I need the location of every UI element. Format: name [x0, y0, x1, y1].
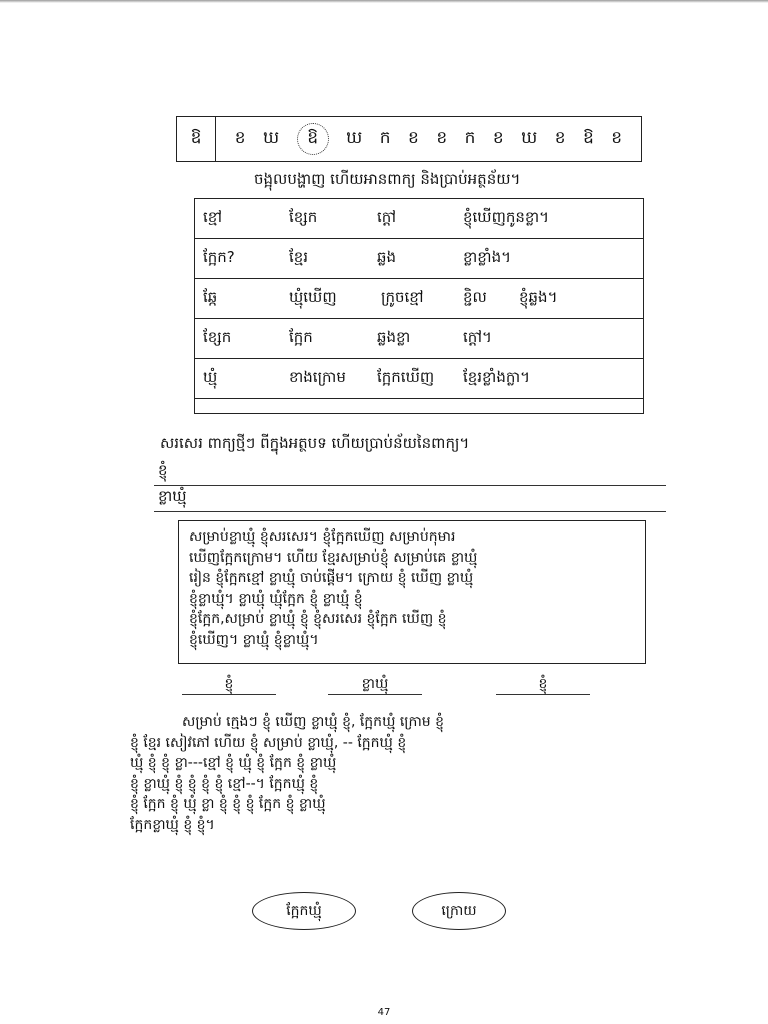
paragraph-line: ខ្ញុំ ខ្លាឃ្មុំ ខ្ញុំ ខ្ញុំ ខ្ញុំ ខ្ញុំ ខ្មៅ--។ ក្អែកឃ្មុំ ខ្ញុំ: [130, 775, 319, 792]
scan-edge: [0, 0, 768, 3]
letter-circled[interactable]: ឱ: [297, 123, 329, 155]
word-cell[interactable]: ខ្មែរ: [289, 247, 309, 266]
letter-item[interactable]: ឃ: [521, 127, 538, 148]
word-cell[interactable]: ខាងក្រោម: [289, 367, 346, 386]
table-empty-row: [195, 399, 643, 411]
word-cell[interactable]: ក្តៅ។: [463, 327, 492, 346]
blank-3[interactable]: ខ្ញុំ: [496, 674, 590, 695]
word-cell[interactable]: ខ្សែក: [289, 207, 318, 226]
next-button[interactable]: ក្រោយ: [412, 892, 506, 930]
letter-first: ឱ: [177, 117, 216, 161]
word-cell[interactable]: ខ្ជិល: [463, 287, 487, 306]
letter-item[interactable]: ខ: [408, 127, 419, 148]
word-cell[interactable]: ខ្ញុំឃើញកូនខ្លា។: [463, 207, 550, 226]
answer-line-1[interactable]: [154, 462, 666, 486]
letter-item[interactable]: ឃ: [263, 127, 280, 148]
letter-item[interactable]: ខ: [611, 127, 623, 148]
story-line: ឃើញក្អែកក្រោម។ ហើយ ខ្មែរសម្រាប់ខ្ញុំ សម្រាប់គេ ខ្លាឃ្មុំ: [189, 549, 478, 566]
word-cell[interactable]: ឃ្មុំឃើញ: [289, 287, 337, 306]
letter-item[interactable]: ខ: [436, 127, 448, 148]
story-line: ខ្ញុំក្អែក,សម្រាប់ ខ្លាឃ្មុំ ខ្ញុំ ខ្ញុំសរសេរ ខ្ញុំក្អែក ឃើញ ខ្ញុំ: [189, 611, 447, 627]
story-line: ខ្ញុំខ្លាឃ្មុំ។ ខ្លាឃ្មុំ ឃ្មុំក្អែក ខ្ញុំ ខ្លាឃ្មុំ ខ្ញុំ: [189, 590, 363, 607]
paragraph-line: ខ្ញុំ ខ្មែរ សៀវភៅ ហើយ ខ្ញុំ សម្រាប់ ខ្លាឃ្មុំ, -- ក្អែកឃ្មុំ ខ្ញុំ: [130, 734, 407, 751]
letter-item[interactable]: ខ: [492, 127, 504, 148]
word-cell[interactable]: ឆ្លងខ្លា: [377, 327, 411, 346]
story-box: [178, 520, 646, 664]
word-row: [195, 199, 643, 239]
letter-row: [176, 116, 642, 162]
story-line: រៀន ខ្ញុំក្អែកខ្មៅ ខ្លាឃ្មុំ ចាប់ផ្តើម។ ក្រោយ ខ្ញុំ ឃើញ ខ្លាឃ្មុំ: [189, 570, 474, 586]
letter-item[interactable]: ក: [464, 127, 476, 148]
story-line: សម្រាប់ខ្លាឃ្មុំ ខ្ញុំសរសេរ។ ខ្ញុំក្អែកឃើញ សម្រាប់កុមារ: [189, 529, 456, 545]
paragraph-line: ឃ្មុំ ខ្ញុំ ខ្ញុំ ខ្លា---ខ្មៅ ខ្ញុំ ឃ្មុំ ខ្ញុំ ក្អែក ខ្ញុំ ខ្លាឃ្មុំ: [130, 755, 337, 771]
word-row: [195, 279, 643, 319]
answer-text-2: ខ្លាឃ្មុំ: [158, 487, 187, 505]
word-cell[interactable]: ក្អែក?: [203, 247, 235, 266]
word-row: [195, 239, 643, 279]
instruction-write-words: សរសេរ ពាក្យថ្មីៗ ពីក្នុងអត្ថបទ ហើយប្រាប់ន័យនៃពាក្យ។: [160, 434, 470, 452]
word-cell[interactable]: ក្រូចខ្មៅ: [381, 287, 424, 306]
word-cell[interactable]: ខ្ញុំឆ្លង។: [519, 287, 558, 306]
word-row: [195, 359, 643, 399]
word-cell[interactable]: ក្អែក: [289, 327, 313, 346]
instruction-read-words: ចង្អុលបង្ហាញ ហើយអានពាក្យ និងប្រាប់អត្ថន័យ។: [254, 170, 521, 188]
blank-1[interactable]: ខ្ញុំ: [182, 674, 276, 695]
blank-2[interactable]: ខ្លាឃ្មុំ: [328, 674, 422, 695]
word-cell[interactable]: ឆ្កែ: [203, 287, 218, 306]
word-row: [195, 319, 643, 359]
letter-item[interactable]: ឱ: [583, 127, 594, 148]
previous-button[interactable]: ក្អែកឃ្មុំ: [252, 892, 356, 930]
answer-text-1: ខ្ញុំ: [158, 461, 168, 479]
story-line: ខ្ញុំឃើញ។ ខ្លាឃ្មុំ ខ្ញុំខ្លាឃ្មុំ។: [189, 631, 319, 648]
word-cell[interactable]: ខ្មែរខ្លាំងក្លា។: [463, 367, 531, 386]
word-cell[interactable]: ក្តៅ: [377, 207, 397, 226]
word-table: [194, 198, 644, 414]
paragraph-line: ក្អែកខ្លាឃ្មុំ ខ្ញុំ ខ្ញុំ។: [130, 816, 215, 833]
word-cell[interactable]: ឃ្មុំ: [203, 367, 218, 386]
letter-item[interactable]: ខ: [554, 127, 566, 148]
letter-item[interactable]: ក: [379, 127, 391, 148]
word-cell[interactable]: ក្អែកឃើញ: [377, 367, 435, 386]
word-cell[interactable]: ខ្មៅ: [203, 207, 223, 226]
letter-item[interactable]: ខ: [234, 127, 246, 148]
word-cell[interactable]: ខ្សែក: [203, 327, 232, 346]
letter-item[interactable]: ឃ: [346, 127, 363, 148]
paragraph-line: សម្រាប់ ក្មេងៗ ខ្ញុំ ឃើញ ខ្លាឃ្មុំ ខ្ញុំ, ក្អែកឃ្មុំ ក្រោម ខ្ញុំ: [182, 714, 445, 730]
page-number: 47: [377, 1007, 391, 1018]
letter-list: [216, 117, 641, 161]
answer-line-2[interactable]: [154, 488, 666, 512]
word-cell[interactable]: ឆ្លង: [377, 247, 397, 266]
paragraph-line: ខ្ញុំ ក្អែក ខ្ញុំ ឃ្មុំ ខ្លា ខ្ញុំ ខ្ញុំ ខ្ញុំ ក្អែក ខ្ញុំ ខ្លាឃ្មុំ: [130, 796, 326, 812]
word-cell[interactable]: ខ្លាខ្លាំង។: [463, 247, 511, 266]
reading-paragraph: [130, 712, 650, 835]
